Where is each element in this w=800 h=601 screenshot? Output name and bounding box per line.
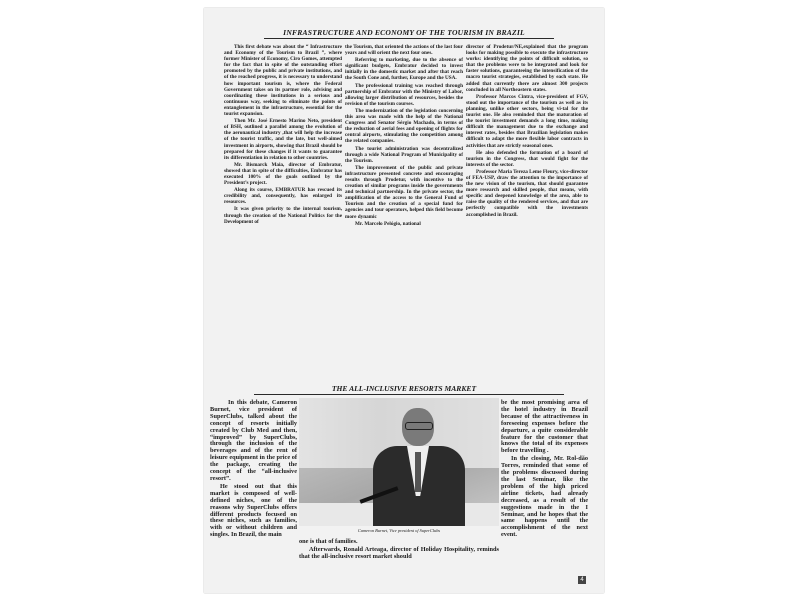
section-title-infrastructure: INFRASTRUCTURE AND ECONOMY OF THE TOURISM IN BRAZIL	[283, 28, 525, 37]
speaker-photo	[299, 398, 499, 526]
paragraph: It was given priority to the internal tourism, through the creation of the National Politics for the Development of	[224, 206, 342, 225]
text-column-1	[224, 44, 342, 226]
title-rule	[264, 38, 554, 39]
text-column-2	[345, 44, 463, 228]
paragraph: This first debate was about the “ Infrastructure and Economy of the Tourism to Brazil ”, where former Minister of Economy, Ciro Gomes, attempted for the fact that in spite of the outstanding effort promoted by the public and private institutions, and of the reached progress, it is necessary to understand how important tourism is, where the Federal Government takes on its partner role, advising and coordinating these institutions in a serious and continuous way, seeking to eliminate the points of entanglement in the infrastructure, essential for the tourist expansion.	[224, 44, 342, 118]
paragraph: the Tourism, that oriented the actions of the last four years and will orient the next four ones.	[345, 44, 463, 57]
paragraph: one is that of families.	[299, 538, 358, 545]
title-rule	[254, 394, 564, 395]
paragraph: Referring to marketing, due to the absence of significant budgets, Embratur decided to invest initially in the domestic market and after that reach the South Cone and, further, Europe and the USA.	[345, 57, 463, 82]
text-column-5	[299, 539, 499, 562]
paragraph: Afterwards, Ronald Arteaga, director of Holiday Hospitality, reminds that the all-inclusive resort market should	[299, 545, 499, 560]
paragraph: Then Mr. José Ernesto Marino Neto, president of BSH, outlined a parallel among the evolution of the aeronautical industry ,that will help the increase of the tourist traffic, and the late, but well-aimed investment in airports, showing that Brazil should be prepared for these changes if it wants to guarantee its differentiation in relation to other countries.	[224, 118, 342, 161]
paragraph: director of Prodetur/NE,explained that the program looks for making possible to execute the infrastructure works: identifying the points of difficult solution, so that the problems were to be integrated and look for faster solutions, guaranteeing the intensification of the macro tourist strategies, established by each state. He added that currently there are almost 300 projects concluded in all Northeastern states.	[466, 44, 588, 93]
paragraph: Professor Maria Tereza Leme Fleury, vice-director of FEA-USP, draw the attention to the importance of the new vision of the tourism, that should guarantee more research and skilled people, that means, with specific and deepened knowledge of the area, able to raise the quality of the rendered services, and that are perfectly compatible with the investments accomplished in Brazil.	[466, 168, 588, 218]
paragraph: He also defended the formation of a board of tourism in the Congress, that would fight for the interests of the sector.	[466, 149, 588, 168]
paragraph: He stood out that this market is composed of well-defined niches, one of the reasons why SuperClubs offers different products focused on these niches, such as families, with or without children and singles. In Brazil, the main	[210, 482, 297, 539]
paragraph: The professional training was reached through partnership of Embratur with the Ministry of Labor, allowing larger distribution of resources, besides the revision of the tourism courses.	[345, 82, 463, 107]
text-column-6	[501, 400, 588, 540]
paragraph: In this debate, Cameron Burnet, vice president of SuperClubs, talked about the concept of resorts initially created by Club Med and then, “improved” by SuperClubs, through the inclusion of the beverages and of the rent of leisure equipment in the price of the package, creating the concept of the “all-inclusive resort”.	[210, 399, 297, 482]
page-number: 4	[578, 576, 586, 584]
paragraph: Professor Marcos Cintra, vice-president of FGV, stood out the importance of the tourism as well as its planning, unlike other sectors, being vi-tal for the tourist one. He also reminded that the maturation of the tourist investment demands a long time, making difficult the management due to the exchange and interest rates, besides that Brazilian legislation makes difficult to adapt the more flexible labor contracts in activities that are strictly seasonal ones.	[466, 93, 588, 149]
section-title-all-inclusive: THE ALL-INCLUSIVE RESORTS MARKET	[331, 384, 477, 393]
text-column-3	[466, 44, 588, 219]
paragraph: The improvement of the public and private infrastructure presented concrete and encouraging results through Prodetur, with incentive to the creation of similar programs inside the governments and technical partnership. In the private sector, the amplification of the access to the General Fund of Tourism and the creation of a special fund for agencies and tour operators, helped this field become more dynamic	[345, 164, 463, 220]
paragraph: be the most promising area of the hotel industry in Brazil because of the attractiveness in foreseeing expenses before the departure, a quite considerable feature for the customer that knows the total of its expenses before travelling .	[501, 399, 588, 455]
paragraph: Along its course, EMBRATUR has rescued its credibility and, consequently, has enlarged its resources.	[224, 187, 342, 206]
paragraph: The modernization of the legislation concerning this area was made with the help of the National Congress and Senator Sérgio Machado, in terms of the reduction of aerial fees and opening of flights for central airports, stimulating the competition among the related companies.	[345, 107, 463, 145]
paragraph: In the closing, Mr. Rol-dão Torres, reminded that some of the problems discussed during the last Seminar, like the problem of the high priced airline tickets, had already decreased, as a result of the suggestions made in the I Seminar, and he hopes that the same happens until the accomplishment of the next event.	[501, 455, 588, 539]
paragraph: Mr. Marcelo Pelógio, national	[355, 220, 421, 227]
photo-caption: Cameron Burnet, Vice president of SuperClubs	[357, 528, 441, 533]
paragraph: The tourist administration was decentralized through a wide National Program of Municipality of the Tourism.	[345, 145, 463, 164]
text-column-4	[210, 400, 297, 540]
magazine-page	[204, 8, 604, 593]
paragraph: Mr. Bismarck Maia, director of Embratur, showed that in spite of the difficulties, Embratur has executed 100% of the goals outlined by the President’s project.	[224, 161, 342, 187]
